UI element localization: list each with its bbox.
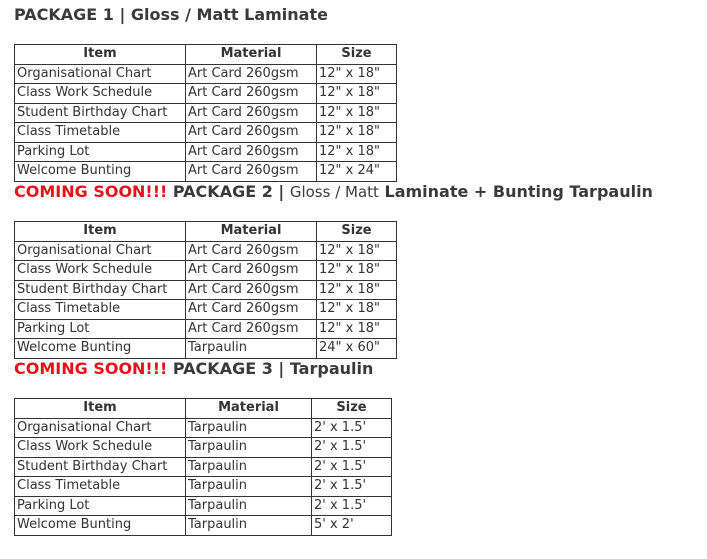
cell-material: Tarpaulin	[186, 438, 312, 458]
table-row	[15, 142, 397, 162]
package-1-heading	[14, 5, 328, 25]
column-header-material: Material	[186, 222, 317, 242]
column-header-material: Material	[186, 399, 312, 419]
package-2-title-a: PACKAGE 2 |	[172, 182, 285, 201]
cell-item: Organisational Chart	[15, 64, 186, 84]
cell-size: 2' x 1.5'	[312, 496, 392, 516]
package-2-table	[14, 221, 397, 359]
column-header-size: Size	[317, 222, 397, 242]
column-header-size: Size	[317, 45, 397, 65]
cell-size: 2' x 1.5'	[312, 457, 392, 477]
table-header-row	[15, 222, 397, 242]
coming-soon-label: COMING SOON!!!	[14, 359, 168, 378]
cell-item: Class Work Schedule	[15, 84, 186, 104]
table-row	[15, 418, 392, 438]
cell-material: Art Card 260gsm	[186, 162, 317, 182]
cell-size: 5' x 2'	[312, 516, 392, 536]
table-row	[15, 516, 392, 536]
package-1-table	[14, 44, 397, 182]
table-row	[15, 319, 397, 339]
package-1-title: PACKAGE 1 | Gloss / Matt Laminate	[14, 5, 328, 24]
package-3-table	[14, 398, 392, 536]
column-header-material: Material	[186, 45, 317, 65]
cell-size: 12" x 18"	[317, 123, 397, 143]
cell-material: Art Card 260gsm	[186, 280, 317, 300]
table-row	[15, 261, 397, 281]
table-row	[15, 103, 397, 123]
cell-item: Parking Lot	[15, 496, 186, 516]
table-row	[15, 64, 397, 84]
cell-size: 2' x 1.5'	[312, 477, 392, 497]
cell-material: Art Card 260gsm	[186, 103, 317, 123]
cell-size: 24" x 60"	[317, 339, 397, 359]
table-row	[15, 457, 392, 477]
table-header-row	[15, 45, 397, 65]
cell-item: Class Timetable	[15, 477, 186, 497]
cell-size: 12" x 18"	[317, 64, 397, 84]
table-row	[15, 496, 392, 516]
cell-material: Art Card 260gsm	[186, 241, 317, 261]
cell-size: 12" x 18"	[317, 300, 397, 320]
cell-material: Art Card 260gsm	[186, 64, 317, 84]
cell-material: Art Card 260gsm	[186, 319, 317, 339]
cell-item: Organisational Chart	[15, 418, 186, 438]
table-header-row	[15, 399, 392, 419]
cell-size: 12" x 18"	[317, 84, 397, 104]
cell-material: Tarpaulin	[186, 477, 312, 497]
cell-material: Tarpaulin	[186, 457, 312, 477]
cell-material: Art Card 260gsm	[186, 142, 317, 162]
cell-item: Class Timetable	[15, 300, 186, 320]
package-2-title-c: Laminate + Bunting Tarpaulin	[384, 182, 653, 201]
cell-item: Welcome Bunting	[15, 339, 186, 359]
cell-item: Student Birthday Chart	[15, 103, 186, 123]
cell-material: Tarpaulin	[186, 516, 312, 536]
cell-item: Class Timetable	[15, 123, 186, 143]
cell-item: Organisational Chart	[15, 241, 186, 261]
table-row	[15, 477, 392, 497]
cell-size: 12" x 18"	[317, 241, 397, 261]
package-3-title: PACKAGE 3 | Tarpaulin	[172, 359, 374, 378]
cell-item: Class Work Schedule	[15, 438, 186, 458]
table-row	[15, 300, 397, 320]
cell-size: 2' x 1.5'	[312, 418, 392, 438]
table-row	[15, 241, 397, 261]
cell-size: 12" x 18"	[317, 142, 397, 162]
package-2-title-b: Gloss / Matt	[289, 183, 379, 201]
table-row	[15, 438, 392, 458]
cell-item: Parking Lot	[15, 319, 186, 339]
cell-item: Student Birthday Chart	[15, 280, 186, 300]
table-row	[15, 123, 397, 143]
cell-item: Welcome Bunting	[15, 516, 186, 536]
coming-soon-label: COMING SOON!!!	[14, 182, 168, 201]
table-row	[15, 280, 397, 300]
cell-material: Art Card 260gsm	[186, 84, 317, 104]
cell-material: Art Card 260gsm	[186, 300, 317, 320]
column-header-item: Item	[15, 399, 186, 419]
column-header-size: Size	[312, 399, 392, 419]
cell-item: Parking Lot	[15, 142, 186, 162]
column-header-item: Item	[15, 222, 186, 242]
package-2-heading	[14, 182, 653, 202]
column-header-item: Item	[15, 45, 186, 65]
cell-size: 12" x 18"	[317, 319, 397, 339]
cell-size: 2' x 1.5'	[312, 438, 392, 458]
cell-item: Welcome Bunting	[15, 162, 186, 182]
cell-material: Art Card 260gsm	[186, 261, 317, 281]
cell-material: Art Card 260gsm	[186, 123, 317, 143]
cell-item: Class Work Schedule	[15, 261, 186, 281]
table-row	[15, 84, 397, 104]
cell-size: 12" x 18"	[317, 103, 397, 123]
cell-material: Tarpaulin	[186, 418, 312, 438]
cell-material: Tarpaulin	[186, 339, 317, 359]
table-row	[15, 339, 397, 359]
cell-size: 12" x 18"	[317, 280, 397, 300]
table-row	[15, 162, 397, 182]
cell-item: Student Birthday Chart	[15, 457, 186, 477]
cell-size: 12" x 18"	[317, 261, 397, 281]
cell-size: 12" x 24"	[317, 162, 397, 182]
package-3-heading	[14, 359, 373, 379]
cell-material: Tarpaulin	[186, 496, 312, 516]
